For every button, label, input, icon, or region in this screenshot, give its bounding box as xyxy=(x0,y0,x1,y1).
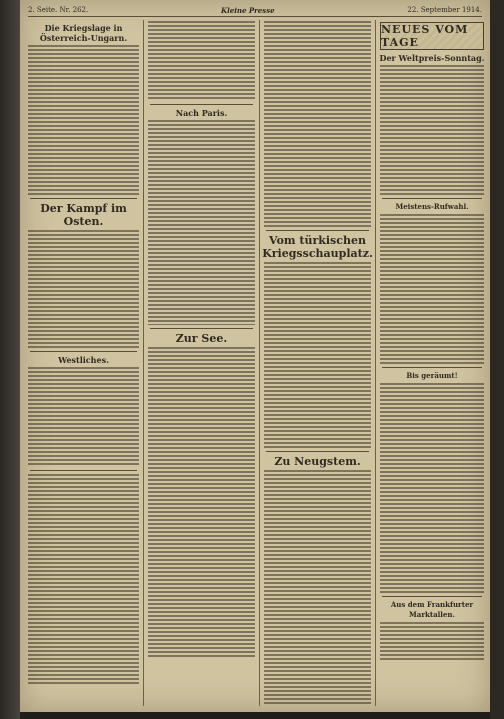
separator xyxy=(150,104,253,105)
separator xyxy=(150,328,253,329)
article-text xyxy=(28,230,139,348)
headline: Westliches. xyxy=(58,355,109,365)
headline: Der Kampf im Osten. xyxy=(40,202,127,228)
article-text xyxy=(148,347,255,657)
article-text xyxy=(28,45,139,195)
separator xyxy=(30,351,137,352)
page-header xyxy=(28,4,482,17)
article-text xyxy=(380,383,484,593)
separator xyxy=(266,451,369,452)
article-text xyxy=(28,474,139,684)
headline: Vom türkischen Kriegsschauplatz. xyxy=(262,234,373,260)
article-text xyxy=(380,622,484,662)
scan-left-edge xyxy=(0,0,20,719)
article-text xyxy=(264,262,371,448)
article-text xyxy=(28,367,139,467)
column-1 xyxy=(26,20,141,706)
column-2 xyxy=(146,20,257,706)
headline: Zur See. xyxy=(175,332,228,345)
article-text xyxy=(148,21,255,101)
separator xyxy=(382,367,482,368)
scan-bottom-edge xyxy=(20,712,490,719)
column-4 xyxy=(378,20,486,706)
headline: Aus dem Frankfurter Marktallen. xyxy=(390,600,474,619)
column-rule xyxy=(143,20,144,706)
column-3 xyxy=(262,20,373,706)
separator xyxy=(382,596,482,597)
headline: Bis geräumt! xyxy=(406,371,458,380)
separator xyxy=(382,198,482,199)
headline: Der Weltpreis-Sonntag. xyxy=(379,53,485,63)
headline: Nach Paris. xyxy=(175,108,228,118)
separator xyxy=(30,470,137,471)
separator xyxy=(30,198,137,199)
column-rule xyxy=(259,20,260,706)
article-text xyxy=(264,21,371,227)
headline: Die Kriegslage in Österreich-Ungarn. xyxy=(39,23,128,43)
headline: Meistens-Rufwahl. xyxy=(395,202,469,211)
article-text xyxy=(380,214,484,364)
article-text xyxy=(380,65,484,195)
column-rule xyxy=(375,20,376,706)
article-text xyxy=(148,120,255,325)
newspaper-name: Kleine Presse xyxy=(221,5,275,15)
page-date: 22. September 1914. xyxy=(407,6,482,14)
separator xyxy=(266,230,369,231)
newspaper-page xyxy=(20,0,490,712)
page-number: 2. Seite. Nr. 262. xyxy=(28,6,89,14)
article-text xyxy=(264,470,371,706)
headline: Zu Neugstem. xyxy=(274,455,361,468)
scan-right-edge xyxy=(490,0,504,719)
masthead: NEUES VOM TAGE xyxy=(380,22,484,50)
